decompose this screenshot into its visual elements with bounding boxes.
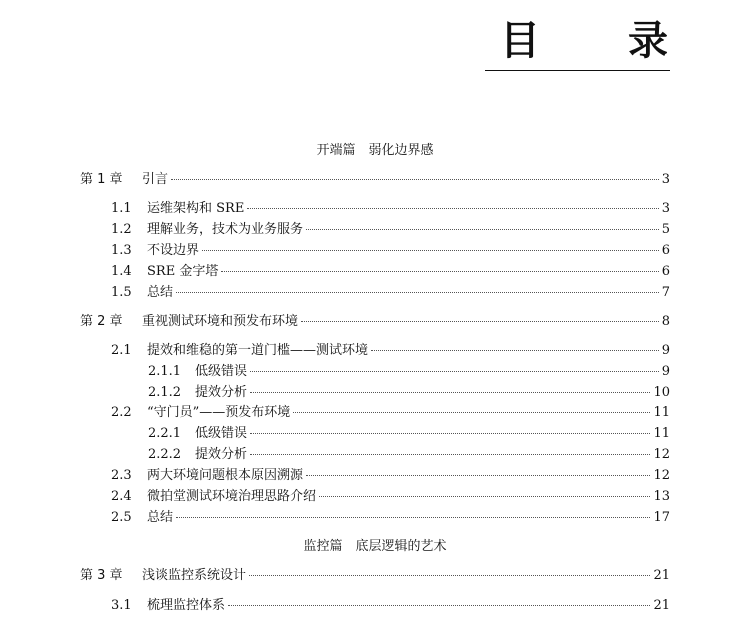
leader-dots bbox=[301, 321, 659, 322]
page-title-char-1: 目 bbox=[500, 18, 540, 64]
toc-title: 低级错误 bbox=[195, 364, 248, 379]
toc-section-2-1[interactable] bbox=[111, 343, 670, 359]
toc-number: 1.3 bbox=[111, 243, 132, 258]
toc-title: 理解业务，技术为业务服务 bbox=[147, 222, 304, 237]
toc-section-1-2[interactable] bbox=[111, 222, 670, 238]
toc-page-number: 3 bbox=[661, 172, 670, 187]
leader-dots bbox=[306, 229, 659, 230]
part-heading: 开端篇 弱化边界感 bbox=[316, 143, 434, 158]
toc-number: 2.2.2 bbox=[148, 447, 182, 462]
leader-dots bbox=[250, 454, 650, 455]
part-heading: 监控篇 底层逻辑的艺术 bbox=[303, 539, 447, 554]
toc-page-number: 13 bbox=[653, 489, 670, 504]
toc-number: 3.1 bbox=[111, 598, 132, 613]
toc-title: SRE 金字塔 bbox=[147, 264, 219, 279]
toc-title: 提效分析 bbox=[195, 385, 248, 400]
toc-number: 1.2 bbox=[111, 222, 132, 237]
toc-page-number: 9 bbox=[661, 364, 670, 379]
toc-page-number: 12 bbox=[653, 447, 670, 462]
page-title-char-2: 录 bbox=[628, 18, 668, 64]
toc-title: 总结 bbox=[147, 510, 174, 525]
toc-title: 提效和维稳的第一道门槛——测试环境 bbox=[147, 343, 369, 358]
toc-page-number: 3 bbox=[661, 201, 670, 216]
leader-dots bbox=[249, 575, 650, 576]
leader-dots bbox=[250, 371, 659, 372]
toc-page-number: 17 bbox=[653, 510, 670, 525]
toc-number: 2.5 bbox=[111, 510, 132, 525]
toc-number: 1.4 bbox=[111, 264, 132, 279]
toc-subsection-2-1-1[interactable] bbox=[148, 364, 670, 380]
toc-section-2-3[interactable] bbox=[111, 468, 670, 484]
toc-number: 2.4 bbox=[111, 489, 132, 504]
toc-number: 第 2 章 bbox=[80, 314, 123, 329]
toc-page-number: 6 bbox=[661, 243, 670, 258]
toc-title: 两大环境问题根本原因溯源 bbox=[147, 468, 304, 483]
toc-title: 运维架构和 SRE bbox=[147, 201, 245, 216]
toc-page-number: 11 bbox=[653, 405, 670, 420]
leader-dots bbox=[306, 475, 650, 476]
toc-number: 2.1 bbox=[111, 343, 132, 358]
toc-title: 总结 bbox=[147, 285, 174, 300]
toc-page-number: 5 bbox=[661, 222, 670, 237]
toc-page-number: 10 bbox=[653, 385, 670, 400]
leader-dots bbox=[176, 517, 650, 518]
toc-number: 2.2.1 bbox=[148, 426, 182, 441]
toc-title: 浅谈监控系统设计 bbox=[142, 568, 247, 583]
toc-title: 提效分析 bbox=[195, 447, 248, 462]
toc-section-1-3[interactable] bbox=[111, 243, 670, 259]
leader-dots bbox=[247, 208, 658, 209]
toc-subsection-2-2-2[interactable] bbox=[148, 447, 670, 463]
toc-section-1-5[interactable] bbox=[111, 285, 670, 301]
toc-number: 1.5 bbox=[111, 285, 132, 300]
toc-title: 低级错误 bbox=[195, 426, 248, 441]
toc-title: 重视测试环境和预发布环境 bbox=[142, 314, 299, 329]
toc-title: 梳理监控体系 bbox=[147, 598, 226, 613]
toc-subsection-2-2-1[interactable] bbox=[148, 426, 670, 442]
toc-chapter-1[interactable] bbox=[80, 172, 670, 188]
toc-subsection-2-1-2[interactable] bbox=[148, 385, 670, 401]
toc-section-3-1[interactable] bbox=[111, 598, 670, 614]
toc-number: 第 3 章 bbox=[80, 568, 123, 583]
leader-dots bbox=[250, 392, 650, 393]
toc-section-1-1[interactable] bbox=[111, 201, 670, 217]
leader-dots bbox=[319, 496, 650, 497]
toc-title: 微拍堂测试环境治理思路介绍 bbox=[147, 489, 317, 504]
leader-dots bbox=[176, 292, 659, 293]
toc-section-2-5[interactable] bbox=[111, 510, 670, 526]
toc-page-number: 11 bbox=[653, 426, 670, 441]
toc-chapter-3[interactable] bbox=[80, 568, 670, 584]
toc-section-1-4[interactable] bbox=[111, 264, 670, 280]
leader-dots bbox=[228, 605, 650, 606]
toc-number: 2.1.2 bbox=[148, 385, 182, 400]
toc-number: 2.1.1 bbox=[148, 364, 182, 379]
toc-number: 2.2 bbox=[111, 405, 132, 420]
toc-chapter-2[interactable] bbox=[80, 314, 670, 330]
toc-page-number: 21 bbox=[653, 598, 670, 613]
leader-dots bbox=[293, 412, 650, 413]
title-rule bbox=[485, 70, 670, 71]
toc-title: “守门员”——预发布环境 bbox=[147, 405, 291, 420]
leader-dots bbox=[250, 433, 650, 434]
toc-section-2-4[interactable] bbox=[111, 489, 670, 505]
toc-number: 2.3 bbox=[111, 468, 132, 483]
leader-dots bbox=[221, 271, 658, 272]
toc-title: 引言 bbox=[142, 172, 169, 187]
toc-number: 1.1 bbox=[111, 201, 132, 216]
toc-title: 不设边界 bbox=[147, 243, 200, 258]
toc-section-2-2[interactable] bbox=[111, 405, 670, 421]
toc-number: 第 1 章 bbox=[80, 172, 123, 187]
leader-dots bbox=[171, 179, 659, 180]
toc-page-number: 8 bbox=[661, 314, 670, 329]
toc-page-number: 6 bbox=[661, 264, 670, 279]
leader-dots bbox=[371, 350, 659, 351]
toc-page-number: 7 bbox=[661, 285, 670, 300]
toc-page-number: 21 bbox=[653, 568, 670, 583]
toc-page-number: 12 bbox=[653, 468, 670, 483]
toc-page-number: 9 bbox=[661, 343, 670, 358]
leader-dots bbox=[202, 250, 659, 251]
page-title bbox=[490, 14, 668, 68]
